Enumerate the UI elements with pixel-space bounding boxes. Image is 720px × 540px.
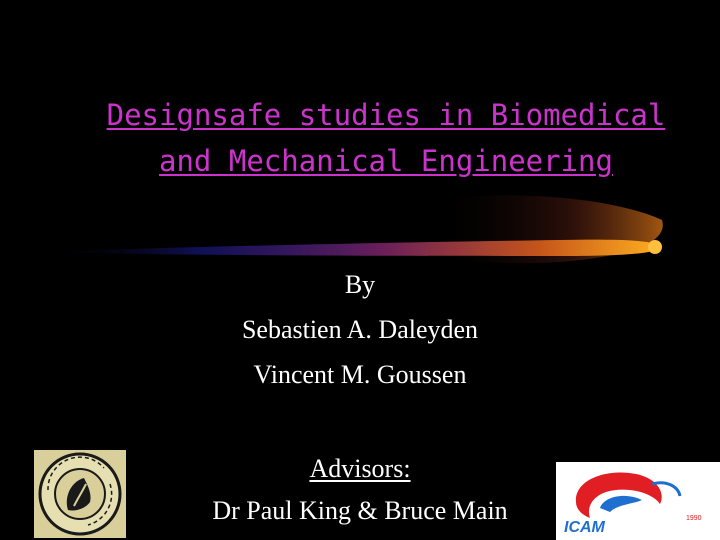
svg-text:1990: 1990 <box>686 515 702 522</box>
vanderbilt-seal-logo <box>34 450 126 538</box>
by-label: By <box>344 270 376 299</box>
advisors-label: Advisors: <box>309 454 411 483</box>
author-name: Vincent M. Goussen <box>253 360 467 389</box>
svg-text:ICAM: ICAM <box>564 519 605 536</box>
author-name: Sebastien A. Daleyden <box>241 315 479 344</box>
icam-logo <box>556 462 720 540</box>
advisors-block <box>150 448 570 532</box>
slide-title <box>96 92 676 184</box>
slide-title-line-2: and Mechanical Engineering <box>159 144 613 178</box>
slide-title-line-1: Designsafe studies in Biomedical <box>106 98 666 132</box>
advisors-names: Dr Paul King & Bruce Main <box>212 496 508 525</box>
authors-block <box>150 262 570 397</box>
